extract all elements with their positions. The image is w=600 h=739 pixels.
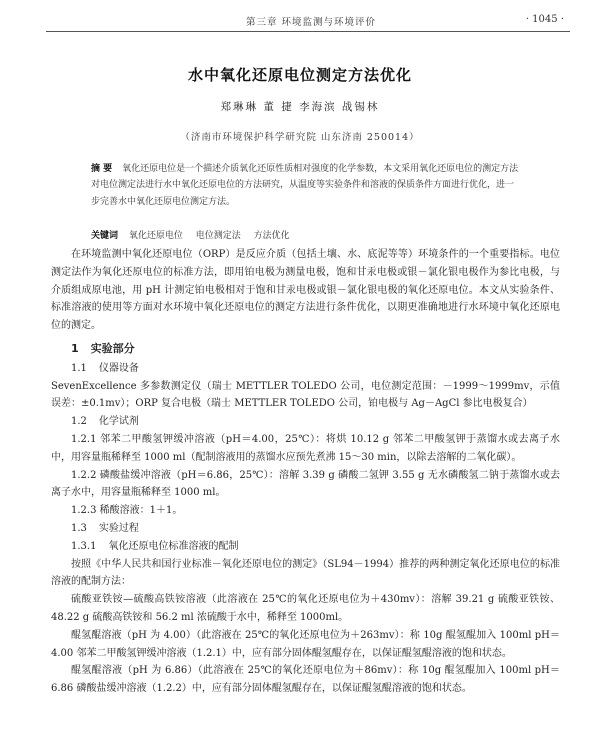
subsection-title: 实验过程: [98, 522, 139, 534]
article-body: [51, 246, 560, 698]
subsubsection-title: 氧化还原电位标准溶液的配制: [108, 540, 239, 552]
page-number: · 1045 ·: [525, 14, 564, 25]
procedure-paragraph: 醌氢醌溶液（pH 为 4.00）（此溶液在 25℃的氧化还原电位为＋263mv）：称 10g 醌氢醌加入 100ml pH＝4.00 邻苯二甲酸氢钾缓冲溶液（1.2.1）中，应有部分固体醌氢醌存在，以保证醌氢醌溶液的饱和状态。: [51, 629, 560, 659]
article-authors: 郑琳琳 董 捷 李海滨 战锡林: [220, 101, 380, 113]
running-header: [46, 14, 570, 30]
header-divider: [46, 31, 570, 32]
reagent-paragraph: 1.2.3 稀酸溶液：1＋1。: [71, 505, 183, 517]
procedure-paragraph: 硫酸亚铁铵—硫酸高铁铵溶液（此溶液在 25℃的氧化还原电位为＋430mv）：溶解 39.21 g 硫酸亚铁铵、48.22 g 硫酸高铁铵和 56.2 ml 浓硫酸于水中，稀释至 1000ml。: [51, 594, 560, 623]
intro-paragraph: 在环境监测中氧化还原电位（ORP）是反应介质（包括土壤、水、底泥等等）环境条件的一个重要指标。电位测定法作为氧化还原电位的标准方法，即用铂电极为测量电极，饱和甘汞电极或银－氯化银电极作为参比电极，与介质组成原电池，用 pH 计测定铂电极相对于饱和甘汞电极或银－氯化银电极的氧化还原电位。本文从实验条件、标准溶液的使用等方面对水环境中氧化还原电位的测定方法进行条件优化，以期更准确地进行水环境中氧化还原电位的测定。: [51, 249, 560, 332]
section-heading: [51, 340, 560, 358]
reagent-paragraph: 1.2.1 邻苯二甲酸氢钾缓冲溶液（pH＝4.00，25℃）：将烘 10.12 g 邻苯二甲酸氢钾于蒸馏水或去离子水中，用容量瓶稀释至 1000 ml（配制溶液用的蒸馏水应预先煮沸 15～30 min，以除去溶解的二氧化碳）。: [51, 433, 560, 463]
keywords: [91, 228, 519, 241]
subsubsection-heading: [51, 538, 560, 556]
subsection-number: 1.1: [71, 362, 87, 374]
section-title: 实验部分: [90, 341, 135, 355]
procedure-paragraph: 按照《中华人民共和国行业标准－氧化还原电位的测定》（SL94－1994）推荐的两种测定氧化还原电位的标准溶液的配制方法：: [51, 558, 560, 588]
article-affiliation: （济南市环境保护科学研究院 山东济南 250014）: [180, 132, 420, 143]
abstract-text: 氧化还原电位是一个描述介质氧化还原性质相对强度的化学参数，本文采用氧化还原电位的测定方法对电位测定法进行水中氧化还原电位的方法研究，从温度等实验条件和溶液的保质条件方面进行优化，进一步完善水中氧化还原电位测定方法。: [91, 164, 519, 207]
subsection-number: 1.2: [71, 416, 87, 428]
article-title: 水中氧化还原电位测定方法优化: [187, 66, 412, 84]
reagent-paragraph: 1.2.2 磷酸盐缓冲溶液（pH＝6.86，25℃）：溶解 3.39 g 磷酸二氢钾 3.55 g 无水磷酸氢二钠于蒸馏水或去离子水中，用容量瓶稀释至 1000 ml。: [51, 469, 560, 499]
abstract: [91, 161, 519, 210]
subsection-number: 1.3: [71, 522, 87, 534]
equipment-paragraph: SevenExcellence 多参数测定仪（瑞士 METTLER TOLEDO 公司，电位测定范围：－1999～1999mv，示值误差：±0.1mv）；ORP 复合电极（瑞士 METTLER TOLEDO 公司，铂电极与 Ag－AgCl 参比电极复合）: [51, 380, 560, 410]
subsubsection-number: 1.3.1: [71, 540, 97, 552]
keyword-item: 电位测定法: [195, 231, 241, 241]
keywords-label: 关键词: [91, 231, 119, 241]
subsection-title: 仪器设备: [98, 362, 139, 374]
procedure-paragraph: 醌氢醌溶液（pH 为 6.86）（此溶液在 25℃的氧化还原电位为＋86mv）：称 10g 醌氢醌加入 100ml pH＝6.86 磷酸盐缓冲溶液（1.2.2）中，应有部分固体醌氢醌存在，以保证醌氢醌溶液的饱和状态。: [51, 665, 560, 695]
section-number: 1: [71, 341, 79, 355]
running-header-section: 第三章 环境监测与环境评价: [246, 17, 377, 28]
keyword-item: 氧化还原电位: [128, 231, 183, 241]
subsection-heading: [51, 360, 560, 378]
subsection-heading: [51, 413, 560, 431]
abstract-label: 摘 要: [91, 164, 113, 174]
subsection-heading: [51, 520, 560, 538]
keyword-item: 方法优化: [253, 231, 290, 241]
subsection-title: 化学试剂: [98, 416, 139, 428]
